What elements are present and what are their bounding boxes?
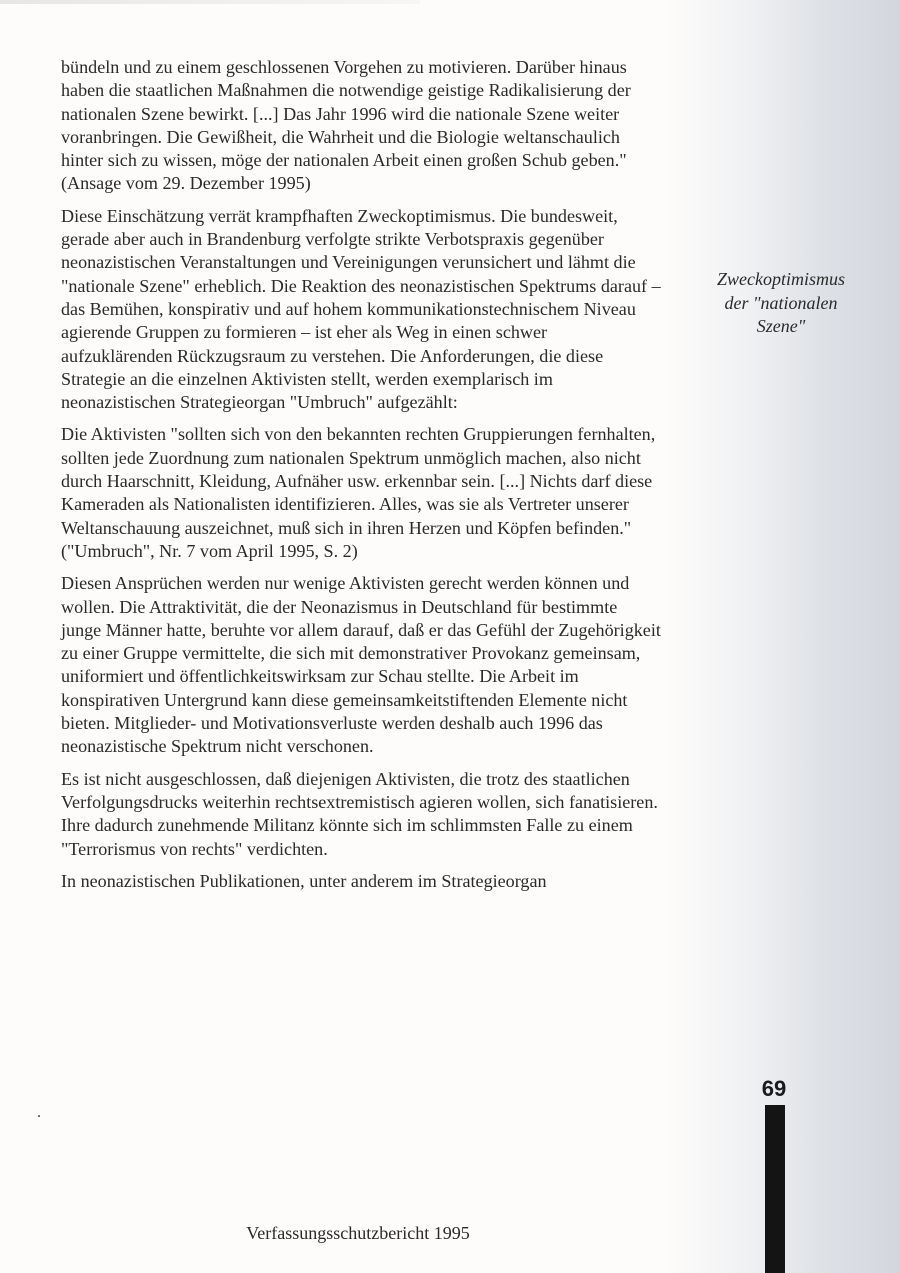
paragraph-militanz: Es ist nicht ausgeschlossen, daß diejenigen Aktivisten, die trotz des staatlichen Verfolgungsdrucks weiterhin rechtsextremistisch agieren wollen, sich fanatisieren. Ihre dadurch zunehmende Militanz könnte sich im schlimmsten Falle zu einem "Terrorismus von rechts" verdichten. — [61, 768, 658, 859]
paragraph-zweckoptimismus: Diese Einschätzung verrät krampfhaften Zweckoptimismus. Die bundesweit, gerade aber auch in Brandenburg verfolgte strikte Verbotspraxis gegenüber neonazistischen Veranstaltungen und Vereinigungen verunsichert und lähmt die "nationale Szene" erheblich. Die Reaktion des neonazistischen Spektrums darauf – das Bemühen, konspirativ und auf hohem kommunikationstechnischem Niveau agierende Gruppen zu formieren – ist eher als Weg in einen schwer aufzuklärenden Rückzugsraum zu verstehen. Die Anforderungen, die diese Strategie an die einzelnen Aktivisten stellt, werden exemplarisch im neonazistischen Strategieorgan "Umbruch" aufgezählt: — [61, 205, 661, 413]
margin-note — [686, 268, 876, 339]
body-text — [61, 56, 661, 902]
stray-mark: . — [37, 1104, 41, 1121]
scan-top-edge — [0, 0, 420, 4]
margin-note-line: der "nationalen — [724, 292, 838, 313]
margin-note-line: Szene" — [756, 316, 806, 336]
margin-note-line: Zweckoptimismus — [717, 269, 845, 289]
paragraph-ansprueche: Diesen Ansprüchen werden nur wenige Aktivisten gerecht werden können und wollen. Die Attraktivität, die der Neonazismus in Deutschland für bestimmte junge Männer hatte, beruhte vor allem darauf, daß er das Gefühl der Zugehörigkeit zu einer Gruppe vermittelte, die sich mit demonstrativer Provokanz gemeinsam, uniformiert und öffentlichkeitswirksam zur Schau stellte. Die Arbeit im konspirativen Untergrund kann diese gemeinsamkeitstiftenden Elemente nicht bieten. Mitglieder- und Motivationsverluste werden deshalb auch 1996 das neonazistische Spektrum nicht verschonen. — [61, 573, 661, 757]
paragraph-umbruch-quote: Die Aktivisten "sollten sich von den bekannten rechten Gruppierungen fernhalten, sollten jede Zuordnung zum nationalen Spektrum unmöglich machen, also nicht durch Haarschnitt, Kleidung, Aufnäher usw. erkennbar sein. [...] Nichts darf diese Kameraden als Nationalisten identifizieren. Alles, was sie als Vertreter unserer Weltanschauung auszeichnet, muß sich in ihren Herzen und Köpfen befinden." ("Umbruch", Nr. 7 vom April 1995, S. 2) — [61, 424, 656, 561]
paragraph-publikationen: In neonazistischen Publikationen, unter anderem im Strategieorgan — [61, 870, 547, 891]
paragraph-quote-end: bündeln und zu einem geschlossenen Vorgehen zu motivieren. Darüber hinaus haben die staatlichen Maßnahmen die notwendige geistige Radikalisierung der nationalen Szene bewirkt. [...] Das Jahr 1996 wird die nationale Szene weiter voranbringen. Die Gewißheit, die Wahrheit und die Biologie weltanschaulich hinter sich zu wissen, möge der nationalen Arbeit einen großen Schub geben." (Ansage vom 29. Dezember 1995) — [61, 57, 631, 194]
page-footer: Verfassungsschutzbericht 1995 — [246, 1223, 470, 1243]
page-number: 69 — [761, 1076, 787, 1101]
thumb-index-bar — [765, 1105, 785, 1273]
